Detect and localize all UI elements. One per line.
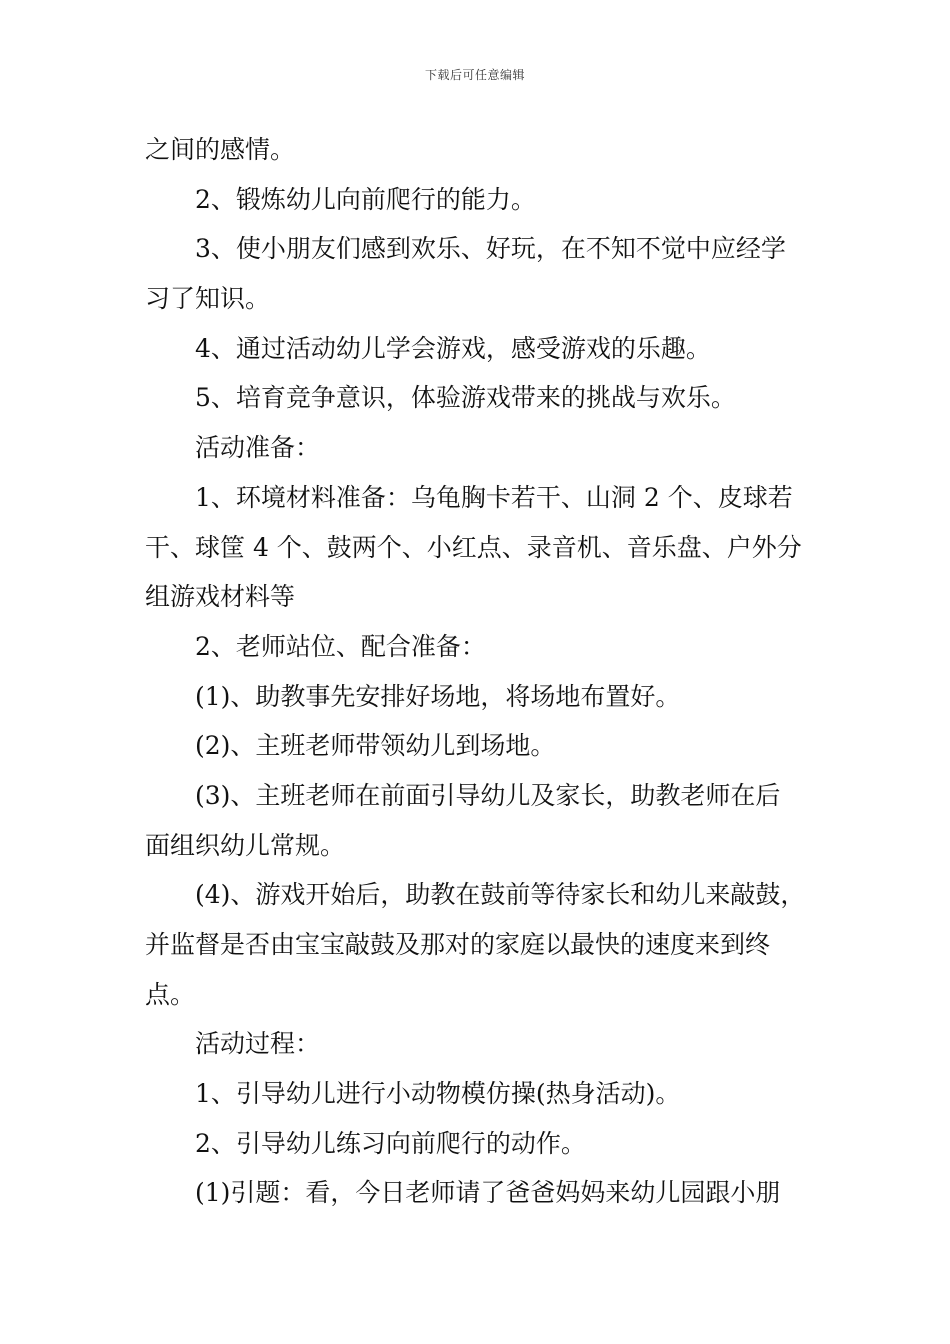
document-body bbox=[145, 125, 825, 1218]
paragraph-line: 面组织幼儿常规。 bbox=[145, 830, 346, 860]
paragraph-line: (4)、游戏开始后，助教在鼓前等待家长和幼儿来敲鼓， bbox=[195, 880, 806, 910]
paragraph-line: 4、通过活动幼儿学会游戏，感受游戏的乐趣。 bbox=[195, 333, 711, 363]
paragraph-line: 5、培育竞争意识，体验游戏带来的挑战与欢乐。 bbox=[195, 383, 736, 413]
paragraph-line: (2)、主班老师带领幼儿到场地。 bbox=[195, 731, 556, 761]
paragraph-line: 1、引导幼儿进行小动物模仿操(热身活动)。 bbox=[195, 1079, 681, 1109]
paragraph-line: 2、引导幼儿练习向前爬行的动作。 bbox=[195, 1128, 586, 1158]
paragraph-line: 2、锻炼幼儿向前爬行的能力。 bbox=[195, 184, 536, 214]
section-heading: 活动过程： bbox=[195, 1029, 321, 1059]
paragraph-line: (1)、助教事先安排好场地，将场地布置好。 bbox=[195, 681, 681, 711]
paragraph-line: 1、环境材料准备：乌龟胸卡若干、山洞 2 个、皮球若 bbox=[195, 482, 793, 512]
page-header: 下载后可任意编辑 bbox=[424, 68, 525, 82]
paragraph-line: 3、使小朋友们感到欢乐、好玩，在不知不觉中应经学 bbox=[195, 234, 786, 264]
paragraph-line: (3)、主班老师在前面引导幼儿及家长，助教老师在后 bbox=[195, 780, 781, 810]
paragraph-line: 习了知识。 bbox=[145, 284, 271, 314]
paragraph-line: 点。 bbox=[145, 979, 196, 1009]
section-heading: 活动准备： bbox=[195, 433, 321, 463]
paragraph-line: 干、球筐 4 个、鼓两个、小红点、录音机、音乐盘、户外分 bbox=[145, 532, 802, 562]
paragraph-line: 2、老师站位、配合准备： bbox=[195, 631, 486, 661]
paragraph-line: 组游戏材料等 bbox=[145, 582, 296, 612]
paragraph-line: (1)引题：看，今日老师请了爸爸妈妈来幼儿园跟小朋 bbox=[195, 1178, 781, 1208]
paragraph-line: 之间的感情。 bbox=[145, 135, 296, 164]
paragraph-line: 并监督是否由宝宝敲鼓及那对的家庭以最快的速度来到终 bbox=[145, 930, 771, 959]
